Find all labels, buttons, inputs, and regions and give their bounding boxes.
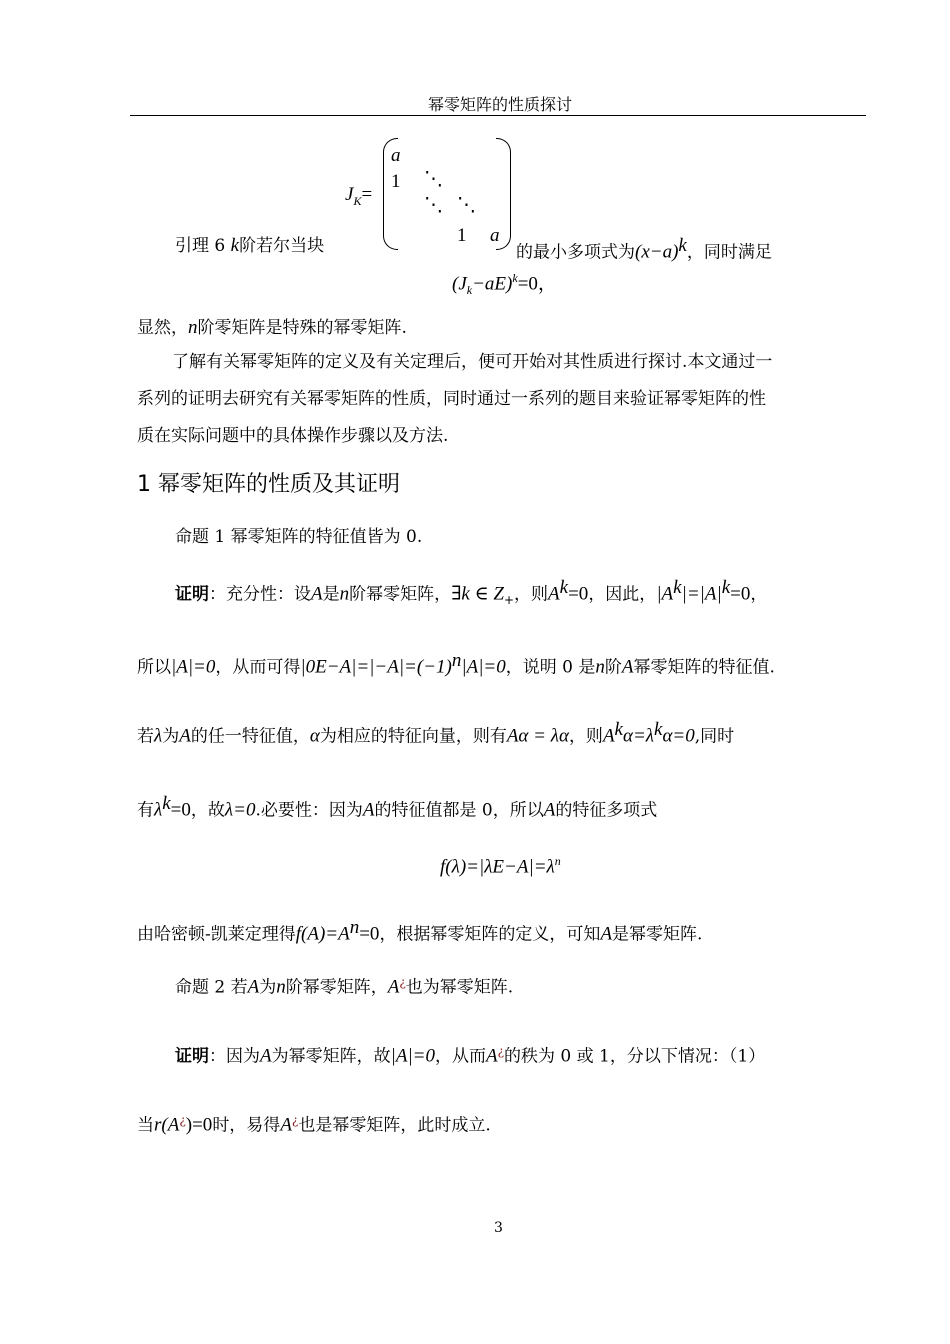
running-header [0, 97, 950, 113]
matrix-entry-a-bottom: a [490, 225, 500, 246]
header-title: 幂零矩阵的性质探讨 [427, 95, 572, 114]
zero-matrix-remark: 显然，n阶零矩阵是特殊的幂零矩阵. [137, 317, 407, 338]
matrix-diag-dots-3: ⋱ [457, 195, 476, 216]
jk-label: $J_K=$ [345, 184, 373, 208]
lemma6-line: 引理 6 k阶若尔当块 [175, 235, 325, 256]
proof1-line-6: 由哈密顿-凯莱定理得$f(A)=A^n=0$，根据幂零矩阵的定义，可知A是幂零矩阵. [137, 917, 703, 945]
proposition-1: 命题 1 幂零矩阵的特征值皆为 0. [175, 527, 423, 547]
matrix-entry-one-bottom: 1 [457, 225, 467, 246]
intro-line-1: 了解有关幂零矩阵的定义及有关定理后，便可开始对其性质进行探讨.本文通过一 [172, 352, 773, 372]
proof1-line-2: 所以|A|=0，从而可得$|0E-A|=|-A|=(-1)^n|A|=0$，说明 0 是n阶A幂零矩阵的特征值. [137, 650, 775, 678]
proof1-line-1: 证明：充分性：设A是n阶幂零矩阵，∃k ∈ $Z_+$，则$A^k=0$，因此，$|A^k|=|A|^k=0$， [175, 577, 768, 608]
matrix-diag-dots-1: ⋱ [424, 169, 443, 190]
proof1-line-3: 若λ为A的任一特征值，α为相应的特征向量，则有Aα = λα，则$A^k\alpha=\lambda^k\alpha=0$,同时 [137, 719, 735, 747]
lemma6-equation: $(J_k-aE)^k=0$， [452, 271, 557, 298]
proposition-2: 命题 2 若A为n阶幂零矩阵，A¿也为幂零矩阵. [175, 975, 514, 998]
proof2-line-1: 证明：因为A为幂零矩阵，故|A|=0，从而A¿的秩为 0 或 1，分以下情况：（1） [175, 1044, 766, 1067]
intro-line-3: 质在实际问题中的具体操作步骤以及方法. [137, 426, 449, 446]
matrix-diag-dots-2: ⋱ [424, 195, 443, 216]
proof1-line-4: 有$\lambda^k=0$，故λ=0.必要性：因为A的特征值都是 0，所以A的特征多项式 [137, 793, 658, 821]
intro-line-2: 系列的证明去研究有关幂零矩阵的性质，同时通过一系列的题目来验证幂零矩阵的性 [137, 389, 766, 409]
header-rule [130, 115, 866, 116]
matrix-entry-a-top: a [391, 145, 401, 166]
section-title: 1 幂零矩阵的性质及其证明 [137, 472, 400, 497]
characteristic-polynomial: $f(\lambda)=|\lambda E-A|=\lambda^n$ [440, 854, 561, 878]
proof2-line-2: 当r(A¿)=0时，易得A¿也是幂零矩阵，此时成立. [137, 1113, 491, 1136]
lemma6-min-poly: 的最小多项式为$(x-a)^k$，同时满足 [516, 235, 772, 263]
matrix-entry-one-top: 1 [391, 171, 401, 192]
page-number: 3 [494, 1220, 503, 1236]
